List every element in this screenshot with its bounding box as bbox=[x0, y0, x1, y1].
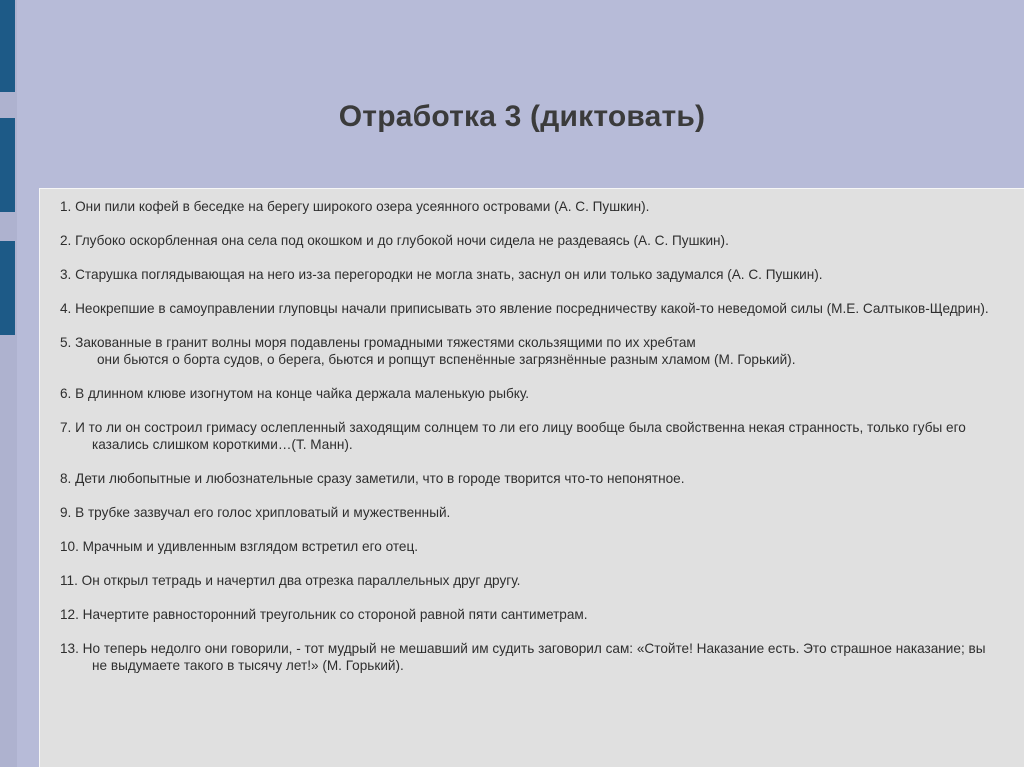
accent-bar-bottom bbox=[0, 241, 15, 335]
sentence-4: 4. Неокрепшие в самоуправлении глуповцы начали приписывать это явление посредничеству какой-то неведомой силы (М.Е. Салтыков-Щедрин). bbox=[60, 301, 989, 316]
sentence-5 bbox=[60, 334, 1000, 368]
sentence-7: 7. И то ли он состроил гримасу ослепленный заходящим солнцем то ли его лицу вообще была свойственна некая странность, только губы его казались слишком короткими…(Т. Манн). bbox=[60, 420, 966, 452]
sentence-13: 13. Но теперь недолго они говорили, - тот мудрый не мешавший им судить заговорил сам: «Стойте! Наказание есть. Это страшное наказание; вы не выдумаете такого в тысячу лет!» (М. Горький). bbox=[60, 641, 986, 673]
accent-bar-middle bbox=[0, 118, 15, 212]
sentence-10: 10. Мрачным и удивленным взглядом встретил его отец. bbox=[60, 539, 419, 554]
sentence-5-line-2: они бьются о борта судов, о берега, бьются и ропщут вспенённые загрязнённые разным хламом (М. Горький). bbox=[97, 352, 796, 367]
slide-title: Отработка 3 (диктовать) bbox=[338, 100, 706, 133]
left-strip bbox=[0, 0, 17, 767]
accent-bar-top bbox=[0, 0, 15, 92]
sentence-6: 6. В длинном клюве изогнутом на конце чайка держала маленькую рыбку. bbox=[60, 386, 530, 401]
content-box bbox=[39, 188, 1024, 767]
sentence-3: 3. Старушка поглядывающая на него из-за перегородки не могла знать, заснул он или только задумался (А. С. Пушкин). bbox=[60, 267, 823, 282]
sentence-9: 9. В трубке зазвучал его голос хрипловатый и мужественный. bbox=[60, 505, 451, 520]
sentence-1: 1. Они пили кофей в беседке на берегу широкого озера усеянного островами (А. С. Пушкин). bbox=[60, 199, 650, 214]
sentence-8: 8. Дети любопытные и любознательные сразу заметили, что в городе творится что-то непонятное. bbox=[60, 471, 685, 486]
sentence-2: 2. Глубоко оскорбленная она села под окошком и до глубокой ночи сидела не раздеваясь (А. С. Пушкин). bbox=[60, 233, 729, 248]
sentence-11: 11. Он открыл тетрадь и начертил два отрезка параллельных друг другу. bbox=[60, 573, 521, 588]
sentence-5-line-1: 5. Закованные в гранит волны моря подавлены громадными тяжестями скользящими по их хребтам bbox=[60, 335, 696, 350]
sentence-12: 12. Начертите равносторонний треугольник со стороной равной пяти сантиметрам. bbox=[60, 607, 588, 622]
sentence-list bbox=[60, 198, 1000, 691]
